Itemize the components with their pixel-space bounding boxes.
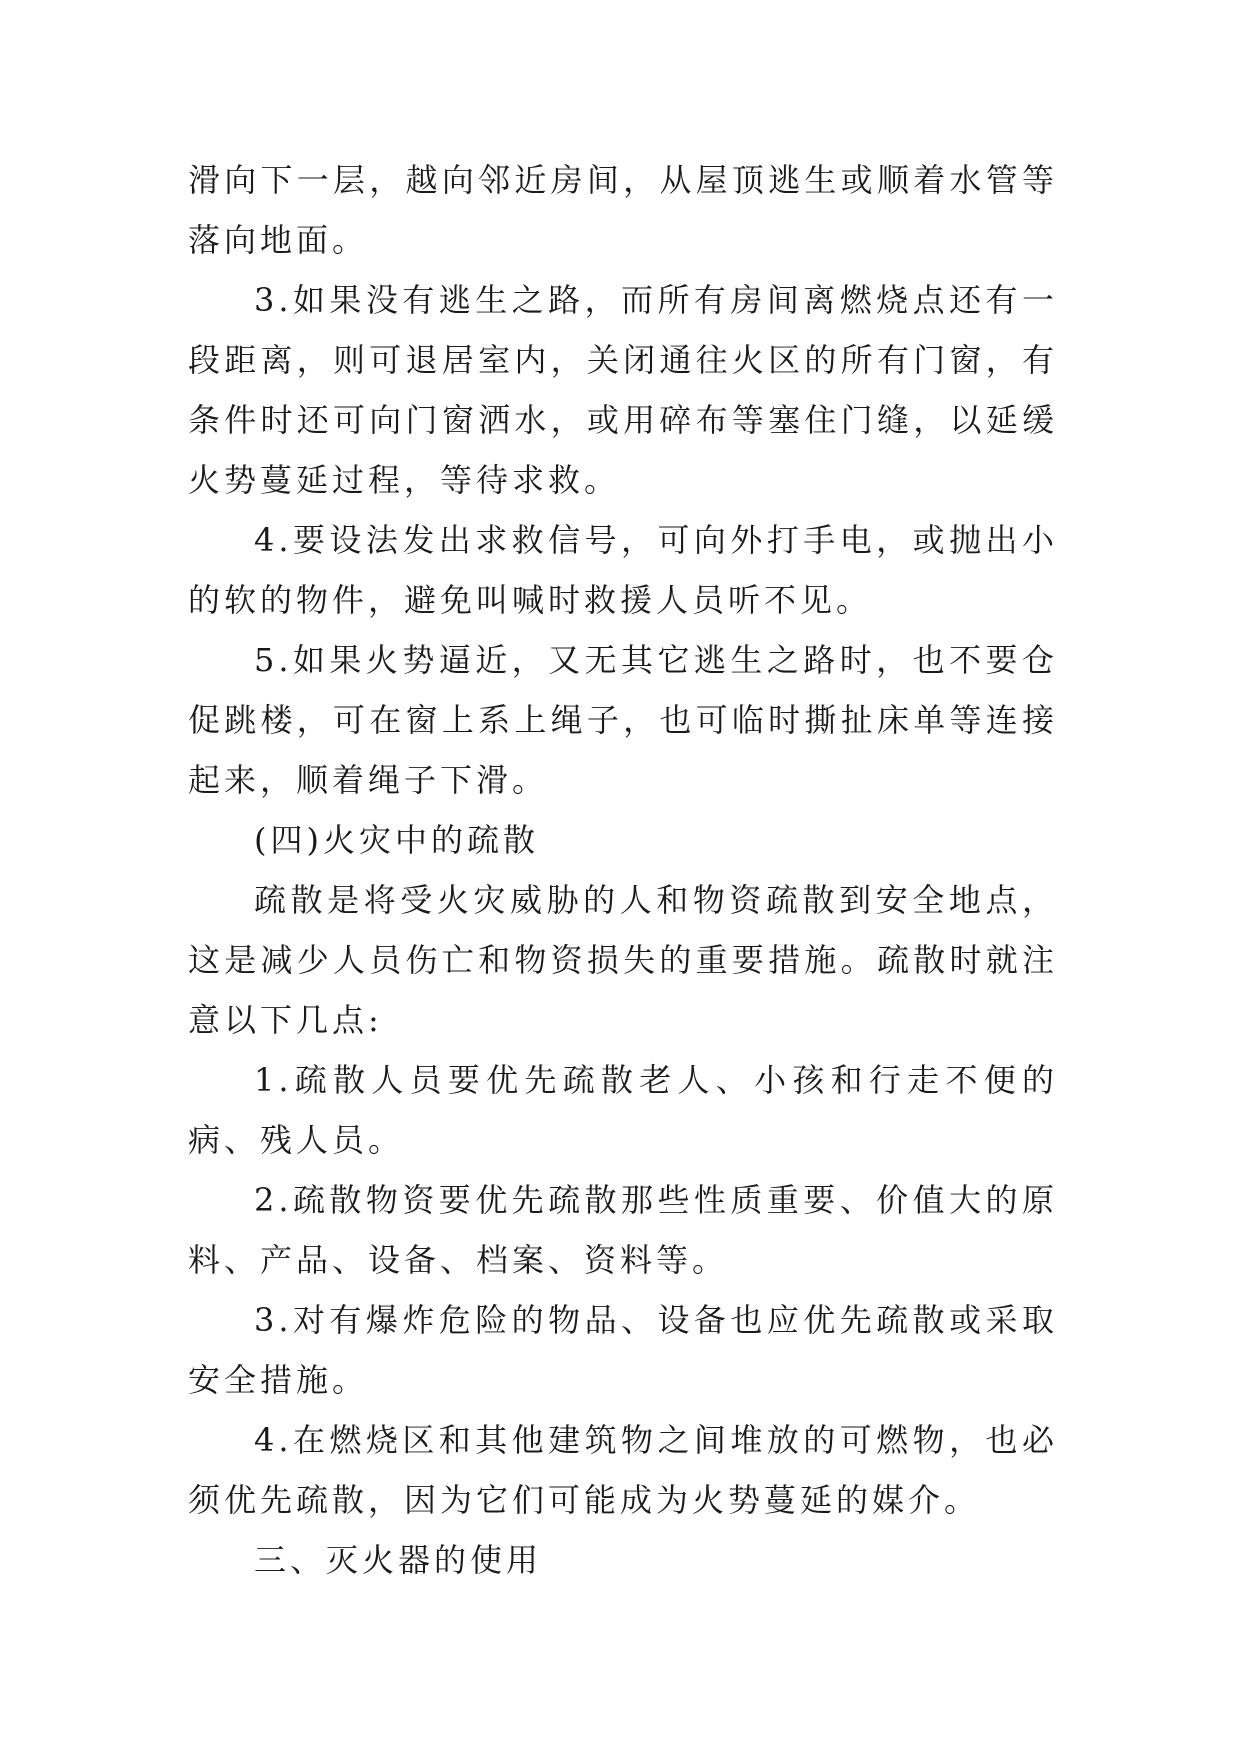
paragraph: 4.在燃烧区和其他建筑物之间堆放的可燃物，也必须优先疏散，因为它们可能成为火势蔓延的媒介。: [188, 1421, 1058, 1519]
paragraph: 疏散是将受火灾威胁的人和物资疏散到安全地点，这是减少人员伤亡和物资损失的重要措施。疏散时就注意以下几点:: [188, 881, 1058, 1039]
paragraph: 4.要设法发出求救信号，可向外打手电，或抛出小的软的物件，避免叫喊时救援人员听不见。: [188, 521, 1058, 619]
section-heading: 三、灭火器的使用: [254, 1541, 543, 1579]
paragraph: 2.疏散物资要优先疏散那些性质重要、价值大的原料、产品、设备、档案、资料等。: [188, 1181, 1058, 1279]
paragraph: 1.疏散人员要优先疏散老人、小孩和行走不便的病、残人员。: [188, 1061, 1058, 1159]
paragraph: 3.对有爆炸危险的物品、设备也应优先疏散或采取安全措施。: [188, 1301, 1058, 1399]
paragraph: 3.如果没有逃生之路，而所有房间离燃烧点还有一段距离，则可退居室内，关闭通往火区的所有门窗，有条件时还可向门窗洒水，或用碎布等塞住门缝，以延缓火势蔓延过程，等待求救。: [188, 281, 1058, 499]
paragraph: 5.如果火势逼近，又无其它逃生之路时，也不要仓促跳楼，可在窗上系上绳子，也可临时撕扯床单等连接起来，顺着绳子下滑。: [188, 641, 1058, 799]
paragraph: 滑向下一层，越向邻近房间，从屋顶逃生或顺着水管等落向地面。: [188, 161, 1058, 259]
section-heading: (四)火灾中的疏散: [254, 821, 539, 859]
document-body: [188, 150, 1058, 1590]
